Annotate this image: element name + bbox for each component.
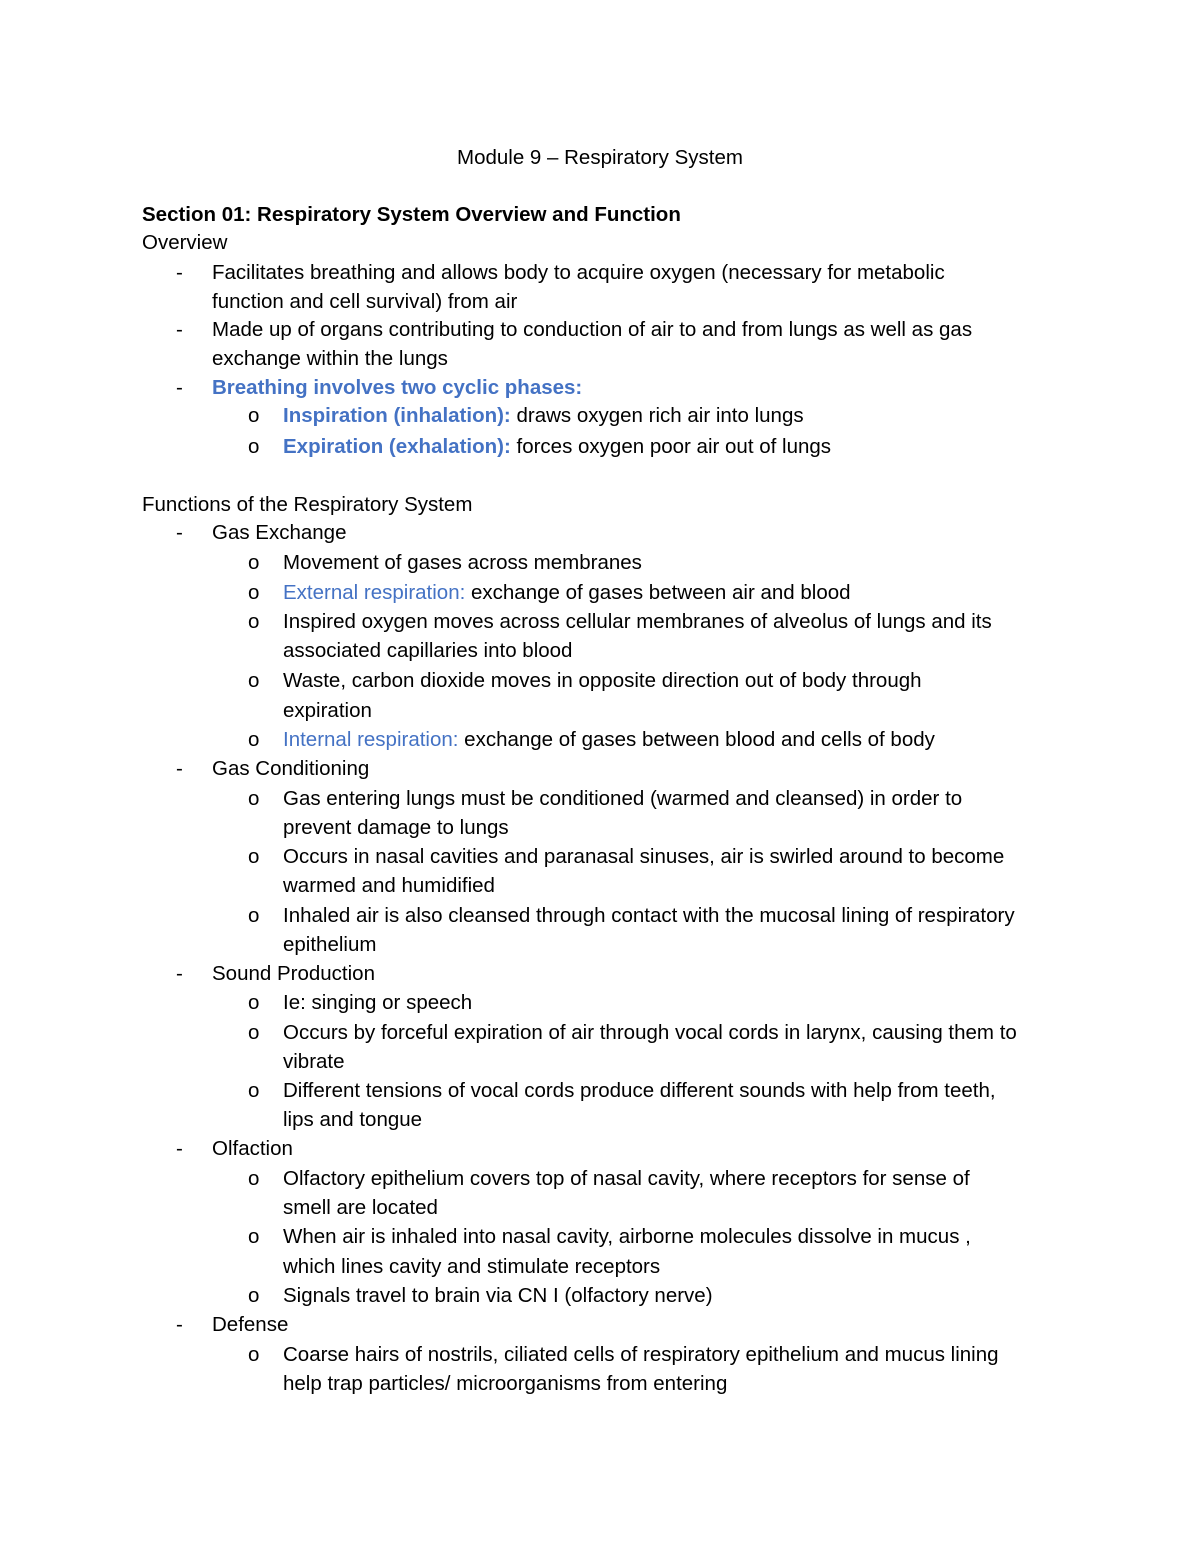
list-item: function and cell survival) from air xyxy=(212,290,518,313)
circle-bullet: o xyxy=(248,845,260,868)
section-heading: Section 01: Respiratory System Overview and Function xyxy=(142,203,681,226)
function-label: Olfaction xyxy=(212,1137,293,1160)
term: External respiration: xyxy=(283,581,466,604)
circle-bullet: o xyxy=(248,551,260,574)
definition: exchange of gases between air and blood xyxy=(465,581,851,604)
list-item: Made up of organs contributing to conduction of air to and from lungs as well as gas xyxy=(212,318,973,341)
list-item: Facilitates breathing and allows body to acquire oxygen (necessary for metabolic xyxy=(212,261,945,284)
function-label: Sound Production xyxy=(212,962,375,985)
circle-bullet: o xyxy=(248,1284,260,1307)
list-subitem: expiration xyxy=(283,699,372,722)
list-subitem: warmed and humidified xyxy=(283,874,495,897)
circle-bullet: o xyxy=(248,435,260,458)
list-subitem: help trap particles/ microorganisms from entering xyxy=(283,1372,728,1395)
list-subitem xyxy=(283,725,935,754)
function-label: Gas Conditioning xyxy=(212,757,370,780)
dash-marker: - xyxy=(176,757,183,780)
list-subitem: associated capillaries into blood xyxy=(283,639,573,662)
dash-marker: - xyxy=(176,962,183,985)
dash-marker: - xyxy=(176,1313,183,1336)
list-subitem xyxy=(283,432,831,461)
dash-marker: - xyxy=(176,521,183,544)
function-label: Defense xyxy=(212,1313,289,1336)
circle-bullet: o xyxy=(248,581,260,604)
list-subitem: Waste, carbon dioxide moves in opposite direction out of body through xyxy=(283,669,922,692)
circle-bullet: o xyxy=(248,1225,260,1248)
circle-bullet: o xyxy=(248,1079,260,1102)
term: Expiration (exhalation): xyxy=(283,435,511,458)
list-item: exchange within the lungs xyxy=(212,347,448,370)
term: Internal respiration: xyxy=(283,728,459,751)
list-item-highlight: Breathing involves two cyclic phases: xyxy=(212,376,583,399)
list-subitem: Ie: singing or speech xyxy=(283,991,473,1014)
list-subitem: Movement of gases across membranes xyxy=(283,551,642,574)
dash-marker: - xyxy=(176,261,183,284)
list-subitem: lips and tongue xyxy=(283,1108,423,1131)
list-subitem: prevent damage to lungs xyxy=(283,816,509,839)
list-subitem xyxy=(283,578,851,607)
dash-marker: - xyxy=(176,1137,183,1160)
overview-heading: Overview xyxy=(142,231,228,254)
list-subitem: epithelium xyxy=(283,933,377,956)
circle-bullet: o xyxy=(248,728,260,751)
circle-bullet: o xyxy=(248,669,260,692)
circle-bullet: o xyxy=(248,1021,260,1044)
list-subitem: Occurs in nasal cavities and paranasal sinuses, air is swirled around to become xyxy=(283,845,1005,868)
list-subitem: Inspired oxygen moves across cellular membranes of alveolus of lungs and its xyxy=(283,610,992,633)
dash-marker: - xyxy=(176,318,183,341)
list-subitem: Occurs by forceful expiration of air through vocal cords in larynx, causing them to xyxy=(283,1021,1017,1044)
functions-heading: Functions of the Respiratory System xyxy=(142,493,473,516)
circle-bullet: o xyxy=(248,404,260,427)
list-subitem: Gas entering lungs must be conditioned (warmed and cleansed) in order to xyxy=(283,787,963,810)
definition: forces oxygen poor air out of lungs xyxy=(510,435,832,458)
list-subitem: Inhaled air is also cleansed through contact with the mucosal lining of respiratory xyxy=(283,904,1015,927)
function-label: Gas Exchange xyxy=(212,521,347,544)
list-subitem: vibrate xyxy=(283,1050,345,1073)
definition: exchange of gases between blood and cells of body xyxy=(458,728,935,751)
definition: draws oxygen rich air into lungs xyxy=(510,404,804,427)
circle-bullet: o xyxy=(248,904,260,927)
list-subitem xyxy=(283,401,804,430)
circle-bullet: o xyxy=(248,1167,260,1190)
term: Inspiration (inhalation): xyxy=(283,404,511,427)
list-subitem: Coarse hairs of nostrils, ciliated cells of respiratory epithelium and mucus lining xyxy=(283,1343,999,1366)
page-title: Module 9 – Respiratory System xyxy=(457,146,743,169)
dash-marker: - xyxy=(176,376,183,399)
circle-bullet: o xyxy=(248,991,260,1014)
circle-bullet: o xyxy=(248,610,260,633)
list-subitem: which lines cavity and stimulate receptors xyxy=(283,1255,661,1278)
list-subitem: When air is inhaled into nasal cavity, airborne molecules dissolve in mucus , xyxy=(283,1225,971,1248)
list-subitem: Different tensions of vocal cords produce different sounds with help from teeth, xyxy=(283,1079,996,1102)
circle-bullet: o xyxy=(248,1343,260,1366)
list-subitem: Signals travel to brain via CN I (olfactory nerve) xyxy=(283,1284,713,1307)
circle-bullet: o xyxy=(248,787,260,810)
list-subitem: smell are located xyxy=(283,1196,438,1219)
list-subitem: Olfactory epithelium covers top of nasal cavity, where receptors for sense of xyxy=(283,1167,970,1190)
